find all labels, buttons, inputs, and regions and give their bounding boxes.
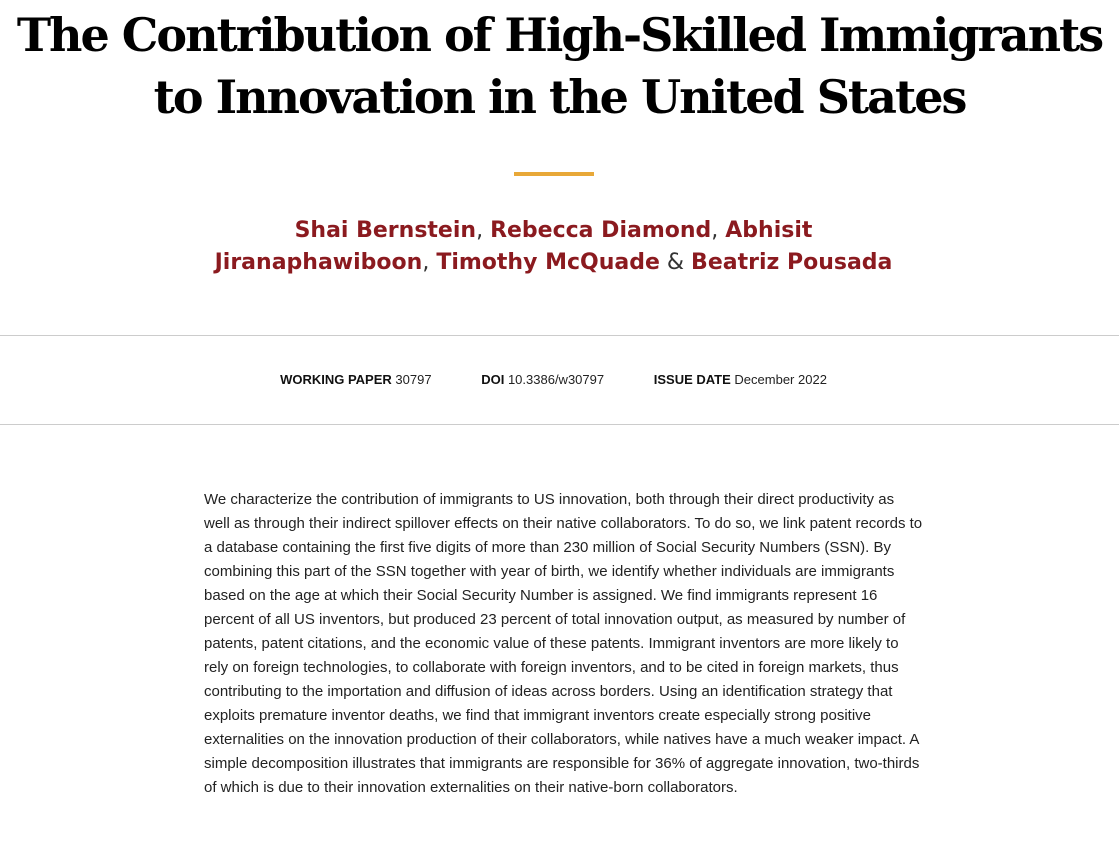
author-link-bernstein[interactable]: Shai Bernstein — [294, 218, 477, 243]
working-paper-value: 30797 — [395, 372, 432, 387]
paper-metadata-row — [0, 372, 1107, 388]
author-separator: , — [422, 250, 437, 275]
doi-value: 10.3386/w30797 — [507, 372, 605, 387]
author-separator: , — [476, 218, 491, 243]
abstract-text: We characterize the contribution of immigrants to US innovation, both through their direct productivity as well as through their indirect spillover effects on their native collaborators. To do so, we link patent records to a database containing the first five digits of more than 230 million of Social Security Numbers (SSN). By combining this part of the SSN together with year of birth, we identify whether individuals are immigrants based on the age at which their Social Security Number is assigned. We find immigrants represent 16 percent of all US inventors, but produced 23 percent of total innovation output, as measured by number of patents, patent citations, and the economic value of these patents. Immigrant inventors are more likely to rely on foreign technologies, to collaborate with foreign inventors, and to be cited in foreign markets, thus contributing to the importation and diffusion of ideas across borders. Using an identification strategy that exploits premature inventor deaths, we find that immigrant inventors create especially strong positive externalities on the innovation production of their collaborators, while natives have a much weaker impact. A simple decomposition illustrates that immigrants are responsible for 36% of aggregate innovation, two-thirds of which is due to their innovation externalities on their native-born collaborators. — [204, 491, 923, 796]
title-accent-divider — [514, 172, 594, 176]
working-paper-label: WORKING PAPER — [280, 372, 392, 387]
author-link-pousada[interactable]: Beatriz Pousada — [691, 250, 893, 275]
issue-date-label: ISSUE DATE — [653, 372, 731, 387]
author-list — [190, 215, 917, 279]
working-paper-number — [280, 372, 432, 388]
issue-date-info — [654, 372, 827, 388]
author-link-mcquade[interactable]: Timothy McQuade — [436, 250, 660, 275]
author-link-jiranaphawiboon[interactable]: Abhisit Jiranaphawiboon — [214, 218, 813, 275]
author-link-diamond[interactable]: Rebecca Diamond — [490, 218, 712, 243]
author-separator: & — [659, 250, 692, 275]
paper-metadata-band — [0, 335, 1119, 425]
issue-date-value: December 2022 — [734, 372, 827, 387]
title-line-1: The Contribution of High-Skilled Immigrants — [16, 8, 1103, 62]
doi-label: DOI — [481, 372, 505, 387]
page-title — [0, 4, 1119, 128]
author-separator: , — [711, 218, 726, 243]
doi-info — [481, 372, 604, 388]
title-line-2: to Innovation in the United States — [153, 70, 966, 124]
